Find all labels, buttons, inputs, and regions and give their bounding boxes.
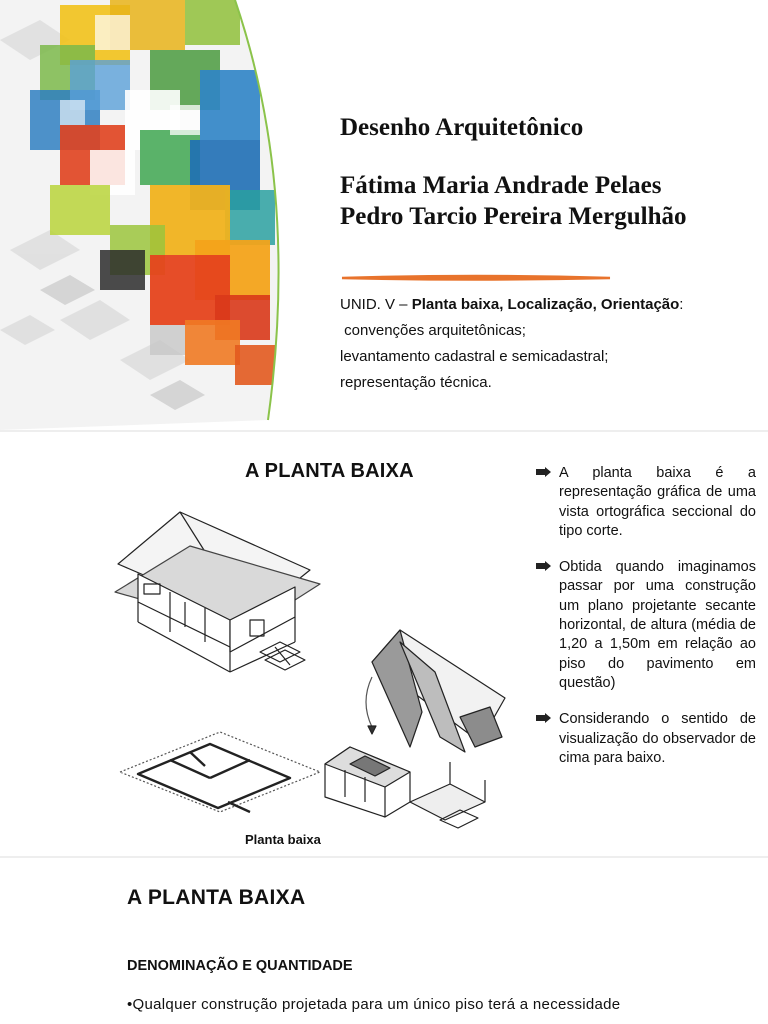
bullet-item: [536, 710, 756, 768]
content-slide-denominacao: [0, 858, 768, 1024]
bullet-list: [536, 464, 756, 785]
body-text: •Qualquer construção projetada para um único piso terá a necessidade: [127, 996, 621, 1013]
title-slide: [0, 0, 768, 430]
bullet-text: A planta baixa é a representação gráfica de uma vista ortográfica seccional do tipo corte.: [559, 465, 756, 539]
slide-heading: A PLANTA BAIXA: [245, 460, 414, 482]
content-slide-planta-baixa: [0, 432, 768, 856]
figure-caption: Planta baixa: [245, 832, 321, 847]
unit-prefix: UNID. V –: [340, 296, 412, 313]
section-subheading: DENOMINAÇÃO E QUANTIDADE: [127, 958, 353, 974]
bullet-text: Considerando o sentido de visualização do observador de cima para baixo.: [559, 711, 756, 766]
author-name-2: Pedro Tarcio Pereira Mergulhão: [340, 203, 687, 230]
unit-topic: convenções arquitetônicas;: [340, 322, 526, 339]
unit-suffix: :: [679, 296, 684, 313]
bullet-text: Obtida quando imaginamos passar por uma construção um plano projetante secante horizontal, de altura (média de 1,20 a 1,50m em relação ao piso do pavimento em questão): [559, 559, 756, 691]
unit-topic: representação técnica.: [340, 374, 492, 391]
author-name-1: Fátima Maria Andrade Pelaes: [340, 172, 662, 199]
presentation-title: Desenho Arquitetônico: [340, 114, 584, 141]
bullet-item: [536, 558, 756, 693]
pointing-hand-icon: [536, 713, 551, 723]
unit-heading-line: [340, 292, 760, 318]
unit-title: Planta baixa, Localização, Orientação: [411, 296, 680, 313]
house-section-illustration: [110, 502, 510, 832]
unit-description: [340, 292, 760, 396]
slide-heading: A PLANTA BAIXA: [127, 886, 306, 909]
colorful-cubes-decoration: [0, 0, 300, 430]
accent-divider: [340, 274, 612, 282]
pointing-hand-icon: [536, 467, 551, 477]
unit-topic: levantamento cadastral e semicadastral;: [340, 348, 609, 365]
bullet-item: [536, 464, 756, 541]
pointing-hand-icon: [536, 561, 551, 571]
